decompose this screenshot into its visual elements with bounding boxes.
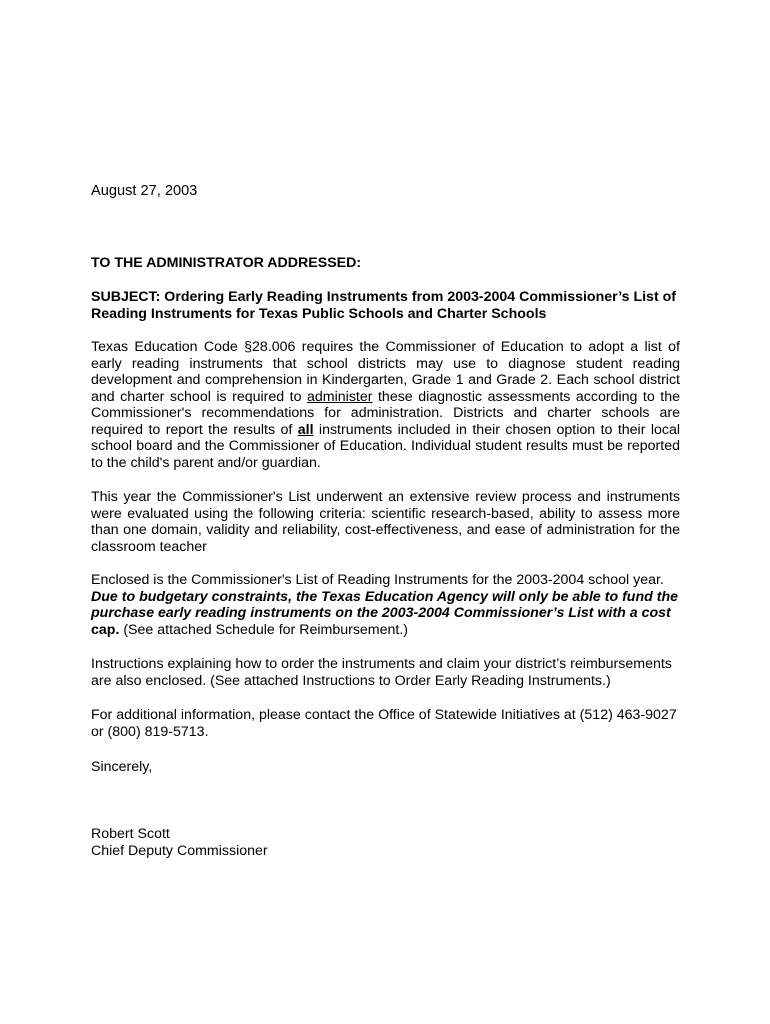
para1-text-c: these diagnostic assessments according to the Commissioner's recommendations for administration. Districts and charter schools are required to report the results of xyxy=(91,388,680,438)
paragraph-tec-requirements xyxy=(91,339,680,471)
subject-line: SUBJECT: Ordering Early Reading Instruments from 2003-2004 Commissioner’s List of Reading Instruments for Texas Public Schools and Charter Schools xyxy=(91,289,676,322)
para1-text-e: instruments included in their chosen option to their local school board and the Commissioner of Education. Individual student results must be reported to the child's parent and/or guardian. xyxy=(91,421,680,471)
paragraph-instructions: Instructions explaining how to order the instruments and claim your district’s reimbursements are also enclosed. (See attached Instructions to Order Early Reading Instruments.) xyxy=(91,656,672,689)
closing: Sincerely, xyxy=(91,759,153,775)
para3-text-a: Enclosed is the Commissioner's List of Reading Instruments for the 2003-2004 school year. xyxy=(91,572,664,588)
paragraph-contact-info: For additional information, please contact the Office of Statewide Initiatives at (512) 463-9027 or (800) 819-5713. xyxy=(91,707,677,740)
salutation: TO THE ADMINISTRATOR ADDRESSED: xyxy=(91,255,362,271)
para1-underlined-all: all xyxy=(297,421,314,438)
para3-emphasis-budget: Due to budgetary constraints, the Texas Education Agency will only be able to fund the purchase early reading instruments on the 2003-2004 Commissioner’s List with a cost xyxy=(91,588,679,621)
para1-text-a: Texas Education Code §28.006 requires the Commissioner of Education to adopt a list of early reading instruments that school districts may use to diagnose student reading development and comprehension in Kindergarten, Grade 1 and Grade 2. Each school district and charter school is required to xyxy=(91,339,680,405)
signer-name: Robert Scott xyxy=(91,826,170,842)
letter-date: August 27, 2003 xyxy=(91,183,198,199)
para3-bold-cap: cap. xyxy=(91,621,120,638)
paragraph-enclosed-list xyxy=(91,572,680,638)
signer-title: Chief Deputy Commissioner xyxy=(91,843,268,859)
para1-underlined-administer: administer xyxy=(307,388,373,405)
paragraph-review-process: This year the Commissioner's List underwent an extensive review process and instruments were evaluated using the following criteria: scientific research-based, ability to assess more than one domain, validity and reliability, cost-effectiveness, and ease of administration for the classroom teacher xyxy=(91,489,680,555)
para3-text-d: (See attached Schedule for Reimbursement.) xyxy=(119,621,409,638)
